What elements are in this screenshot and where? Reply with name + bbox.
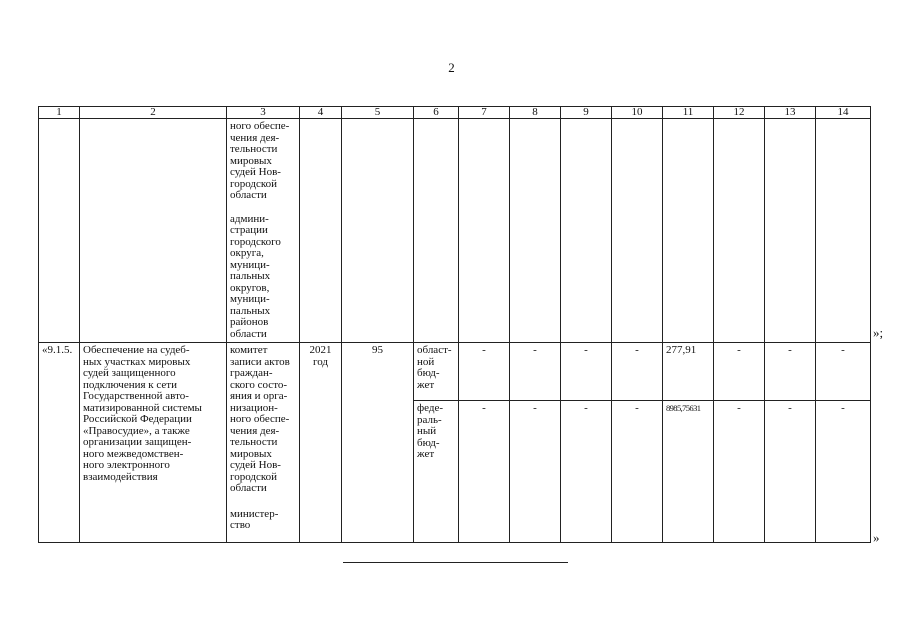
value-cell: 277,91 (663, 343, 714, 401)
year-cell: 2021 год (300, 343, 342, 543)
col-header: 11 (663, 107, 714, 119)
value-cell: - (459, 343, 510, 401)
col-header: 14 (816, 107, 871, 119)
table-row-continued (39, 119, 871, 343)
target-cell: 95 (342, 343, 414, 543)
col-header: 2 (80, 107, 227, 119)
value-cell: - (510, 343, 561, 401)
value-cell: - (510, 401, 561, 543)
col-header: 1 (39, 107, 80, 119)
executor-text-1: ного обеспе- чения дея- тельности мировых судей Нов- городской области (230, 120, 290, 201)
col-header: 10 (612, 107, 663, 119)
budget-source: област- ной бюд- жет (414, 343, 459, 401)
value-cell: - (714, 343, 765, 401)
table-row (39, 343, 871, 401)
executor-cell (227, 343, 300, 543)
value-cell: - (612, 401, 663, 543)
value-cell: - (816, 401, 871, 543)
executor-text-2: админи- страции городского округа, муници- пальных округов, муници- пальных районов области (230, 212, 281, 340)
value-cell: - (561, 401, 612, 543)
value-cell: - (459, 401, 510, 543)
program-table (38, 106, 871, 543)
closing-quote-semicolon: »; (873, 325, 884, 340)
footer-divider (343, 562, 568, 563)
row-number: «9.1.5. (39, 343, 80, 543)
value-cell: 8985,75631 (663, 401, 714, 543)
page-number: 2 (448, 60, 455, 75)
col-header: 5 (342, 107, 414, 119)
col-header: 9 (561, 107, 612, 119)
col-header: 12 (714, 107, 765, 119)
col-header: 7 (459, 107, 510, 119)
value-cell: - (765, 401, 816, 543)
col-header: 3 (227, 107, 300, 119)
value-cell: - (765, 343, 816, 401)
col-header: 13 (765, 107, 816, 119)
col-header: 8 (510, 107, 561, 119)
closing-quote: » (873, 530, 880, 545)
header-row (39, 107, 871, 119)
value-cell: - (561, 343, 612, 401)
budget-source: феде- раль- ный бюд- жет (414, 401, 459, 543)
executor-text-1: комитет записи актов граждан- ского состо- яния и орга- низацион- ного обеспе- чения дея- тельности мировых судей Нов- городской области (230, 344, 290, 494)
col-header: 6 (414, 107, 459, 119)
value-cell: - (612, 343, 663, 401)
value-cell: - (714, 401, 765, 543)
executor-cell (227, 119, 300, 343)
col-header: 4 (300, 107, 342, 119)
value-cell: - (816, 343, 871, 401)
executor-text-2: министер- ство (230, 507, 279, 531)
activity-name: Обеспечение на судеб- ных участках мировых судей защищенного подключения к сети Государственной авто- матизированной системы Российской Федерации «Правосудие», а также организации защищен- ного межведомствен- ного электронного взаимодействия (80, 343, 227, 543)
